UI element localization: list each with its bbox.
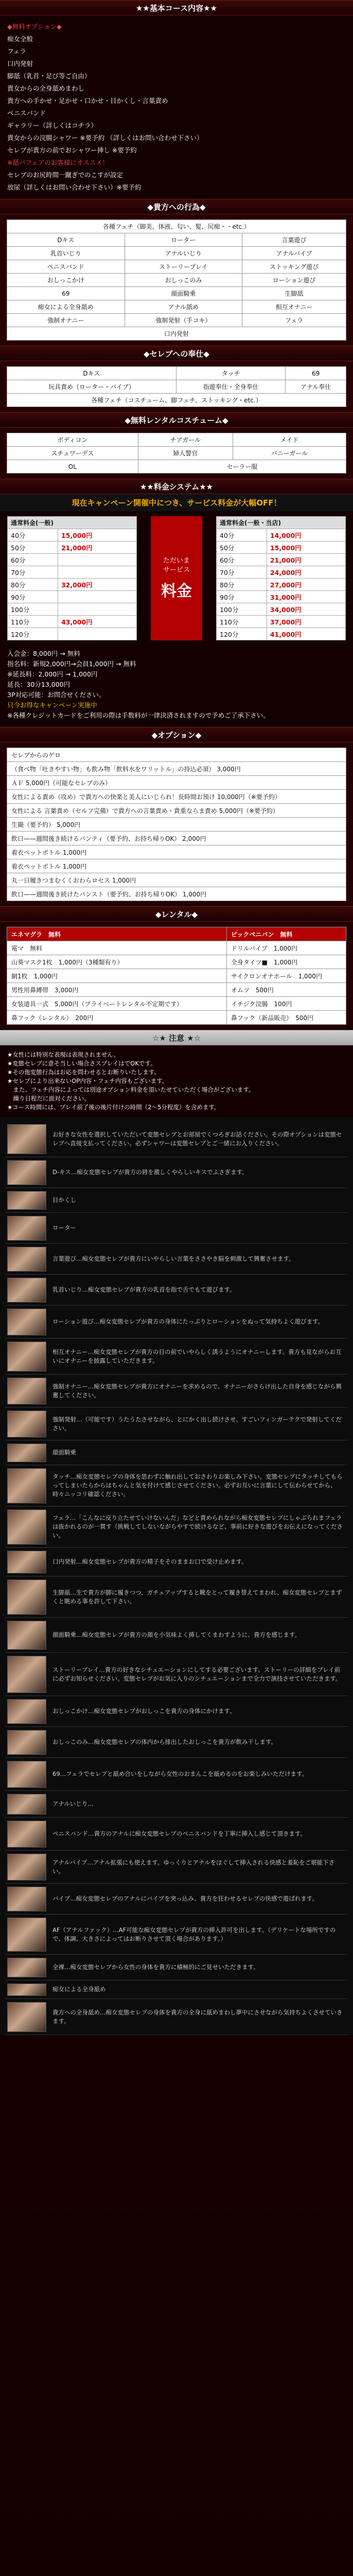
play-thumbnail-image xyxy=(7,1510,46,1545)
rental-cell: サイクロンオナホール 1,000円 xyxy=(226,969,346,983)
basic-course-item: セレブが貴方の前でおシャワー挿し ※要予約 xyxy=(7,146,137,154)
play-item xyxy=(5,1121,348,1157)
normal-price-amount: 32,000円 xyxy=(58,579,136,591)
celeb-service-cell: タッチ xyxy=(176,367,285,380)
basic-course-item: ペニスバンド xyxy=(7,109,46,117)
rental-costume-row xyxy=(7,460,346,473)
basic-course-item: セレブのお尻時間一蹴ぎでのこすが設定 xyxy=(7,171,123,179)
basic-course-item: 貴女からの全身舐めまわし xyxy=(7,84,85,92)
play-thumbnail-image xyxy=(7,1887,46,1911)
play-description: 目かくし xyxy=(52,1196,76,1204)
option-row xyxy=(7,762,346,776)
play-description: タッチ…痴女変態セレブの身体を思わずに触れ出しておさわりお楽しみ下さい。変態セレブにタッチしてもらってしまいたらからはちゃんと気を付けて感じさせてください。必ずお互いに言葉にして伝わらせてから、時々ニッコリ確認ください。 xyxy=(52,1473,343,1498)
campaign-price-row xyxy=(217,591,346,603)
normal-price-row xyxy=(8,529,137,541)
acts-cell: おしっこのみ xyxy=(125,274,242,287)
campaign-price-header: 通常料金(一般・当店) xyxy=(217,517,346,529)
option-row xyxy=(7,818,346,832)
play-description: おしっこかけ…痴女変態セレブがおしっこを貴方の身体にかけます。 xyxy=(52,1707,236,1715)
rental-row xyxy=(7,955,346,969)
play-description: 生脚舐…生で貴方が脚に履きつつ、ガチェアップすると靴をとって履き替えてまわれ、痴女変態セレブとまずくと眺める事を許して下さい。 xyxy=(52,1588,342,1605)
service-price-line-2: サービス xyxy=(163,566,190,574)
rental-cell: 電マ 無料 xyxy=(7,941,227,955)
rental-row xyxy=(7,969,346,983)
play-list xyxy=(0,1117,353,2035)
celeb-service-row xyxy=(7,367,346,380)
acts-cell: ストーリープレイ xyxy=(125,260,242,274)
play-thumbnail-image xyxy=(7,1411,46,1437)
play-item xyxy=(5,1758,348,1791)
acts-cell: 強制発射（手コキ） xyxy=(125,314,242,327)
normal-price-amount: 21,000円 xyxy=(58,541,136,554)
rental-costume-title: ◆無料レンタルコスチューム◆ xyxy=(0,412,353,428)
normal-price-row xyxy=(8,579,137,591)
play-thumbnail-image xyxy=(7,1309,46,1335)
play-description: D-キス…痴女変態セレブが貴方の唇を激しくやらしいキスでふさぎます。 xyxy=(52,1168,248,1176)
rental-costume-cell: OL xyxy=(7,460,138,473)
play-item xyxy=(5,1465,348,1506)
price-area xyxy=(0,511,353,646)
campaign-price-row xyxy=(217,566,346,579)
option-row xyxy=(7,790,346,804)
acts-row xyxy=(7,220,346,233)
price-info-item: ※各種クレジットカードをご利用の際は手数料が一律決済されますので予めご了承下さい。 xyxy=(7,711,270,719)
acts-title: ◆貴方への行為◆ xyxy=(0,199,353,214)
normal-price-row xyxy=(8,603,137,616)
campaign-price-amount: 34,000円 xyxy=(267,603,345,616)
acts-cell: 強制オナニー xyxy=(7,314,125,327)
play-thumbnail-image xyxy=(7,1468,46,1503)
play-thumbnail-image xyxy=(7,1854,46,1880)
rental-row xyxy=(7,941,346,955)
play-item xyxy=(5,1618,348,1653)
option-cell: 飲口——週間後き続けたパンスト（要予約、お持ち帰りOK） 1,000円 xyxy=(7,887,346,901)
normal-price-amount xyxy=(58,603,136,616)
campaign-price-duration: 40分 xyxy=(217,529,267,541)
play-item xyxy=(5,1506,348,1548)
campaign-price-amount: 27,000円 xyxy=(267,579,345,591)
rental-cell: 山葵マスク1枚 1,000円（3種類有り） xyxy=(7,955,227,969)
play-thumbnail-image xyxy=(7,1191,46,1210)
basic-course-list xyxy=(0,15,353,199)
option-row xyxy=(7,859,346,873)
acts-cell: 相互オナニー xyxy=(242,300,346,314)
caution-item: ★その他変態行為はお応を問わせるとお断りいたします。 xyxy=(7,1069,160,1076)
play-item xyxy=(5,1244,348,1275)
rental-row xyxy=(7,983,346,997)
acts-row xyxy=(7,260,346,274)
option-row xyxy=(7,804,346,818)
play-item xyxy=(5,1408,348,1440)
campaign-price-amount: 41,000円 xyxy=(267,628,345,640)
option-cell: 着衣ペットボトル 1,000円 xyxy=(7,859,346,873)
rental-costume-cell: メイド xyxy=(233,433,346,447)
play-description: 言葉遊び…痴女変態セレブが貴方にいやらしい言葉をささやき脳を刺激して興奮させます。 xyxy=(52,1255,295,1262)
basic-course-title: ★★基本コース内容★★ xyxy=(0,0,353,15)
rental-cell: 鼻フック（新品販売） 500円 xyxy=(226,1011,346,1025)
play-thumbnail-image xyxy=(7,1444,46,1462)
caution-list xyxy=(0,1045,353,1117)
celeb-service-title: ◆セレブへの奉仕◆ xyxy=(0,346,353,361)
option-cell: （食べ物「吐きやすい物」も飲み物「飲料水をワリットル」の持込必須） 3,000円 xyxy=(7,762,346,776)
price-info-list xyxy=(0,646,353,727)
basic-course-item: ◆無料オプション◆ xyxy=(7,23,62,30)
play-item xyxy=(5,1914,348,1955)
price-info-item: 指名料：新規2,000円→会員1,000円 → 無料 xyxy=(7,660,136,668)
normal-price-duration: 80分 xyxy=(8,579,58,591)
normal-price-duration: 90分 xyxy=(8,591,58,603)
option-cell: 飲口——週間後き続けるパンティ（要予約、お持ち帰りOK） 2,000円 xyxy=(7,832,346,845)
option-row xyxy=(7,873,346,887)
acts-cell: フェラ xyxy=(242,314,346,327)
acts-row xyxy=(7,274,346,287)
acts-cell: ストッキング遊び xyxy=(242,260,346,274)
play-item xyxy=(5,1375,348,1408)
rental-cell: エネマグラ 無料 xyxy=(7,927,227,941)
price-system-title: ★★料金システム★★ xyxy=(0,479,353,494)
campaign-price-duration: 70分 xyxy=(217,566,267,579)
play-item xyxy=(5,1275,348,1306)
rental-cell: 男性用鼻縛帯 3,000円 xyxy=(7,983,227,997)
play-item xyxy=(5,1884,348,1914)
campaign-price-row xyxy=(217,603,346,616)
campaign-notice: 現在キャンペーン開催中につき、サービス料金が大幅OFF！ xyxy=(0,494,353,511)
normal-price-duration: 120分 xyxy=(8,628,58,640)
play-item xyxy=(5,1727,348,1758)
play-description: フェラ…「こんなに反り立たせていけないんだ」などと責められながら痴女変態セレブにしゃぶられまフェラは抜かれるのが一貫す（挑戦してしないながらやすで続けるなど、事前に好きな遊びをお伝えになってください。 xyxy=(52,1514,343,1539)
celeb-service-table xyxy=(7,366,346,407)
rental-costume-cell: バニーガール xyxy=(233,447,346,460)
price-info-item: 延長：30分13,000円 xyxy=(7,681,70,688)
option-cell: 生撮（要予約） 5,000円 xyxy=(7,818,346,832)
play-thumbnail-image xyxy=(7,1761,46,1788)
service-price-line-1: ただいま xyxy=(163,556,190,565)
play-thumbnail-image xyxy=(7,1794,46,1815)
play-thumbnail-image xyxy=(7,1699,46,1724)
play-thumbnail-image xyxy=(7,1656,46,1693)
acts-cell: 言葉遊び xyxy=(242,233,346,247)
basic-course-item: 貴女からの浣腸シャワー ※要予約 （詳しくはお問い合わせ下さい） xyxy=(7,134,203,142)
campaign-price-amount: 15,000円 xyxy=(267,541,345,554)
basic-course-item: 痴女全般 xyxy=(7,35,33,43)
play-thumbnail-image xyxy=(7,1160,46,1185)
rental-cell: オムツ 500円 xyxy=(226,983,346,997)
acts-row xyxy=(7,247,346,260)
basic-course-item: ギャラリー（詳しくはコチラ） xyxy=(7,122,98,129)
play-description: 強制オナニー…痴女変態セレブが貴方にオナニーを求めるので、オナニーがさらけ出した自身を感じながら興奮してください。 xyxy=(52,1382,342,1399)
normal-price-amount xyxy=(58,554,136,566)
play-item xyxy=(5,1157,348,1188)
normal-price-header: 通常料金(一般) xyxy=(8,517,137,529)
basic-course-item: 口内発射 xyxy=(7,60,33,67)
rental-row xyxy=(7,1011,346,1025)
rental-costume-table xyxy=(7,433,346,473)
play-thumbnail-image xyxy=(7,1247,46,1272)
caution-item: ★コース時間には、プレイ前了後の後片付けの時間（2～5分程度）を含めます。 xyxy=(7,1104,220,1111)
acts-row xyxy=(7,287,346,300)
rental-cell: 網1枚 1,000円 xyxy=(7,969,227,983)
campaign-price-duration: 80分 xyxy=(217,579,267,591)
play-item xyxy=(5,1999,348,2035)
play-description: 口内発射…痴女変態セレブが貴方の精子をそのままお口で受け止めます。 xyxy=(52,1558,248,1565)
play-description: ストーリープレイ…貴方の好きなシチュエーションにしてする必要ございます。ストーリーの詳細をプレイ前に必ずお知らせください。変態セレブがお気に入りのシチュエーションまで全力で演技させていただきます。 xyxy=(52,1666,342,1682)
acts-cell: 口内発射 xyxy=(7,327,346,341)
celeb-service-cell: 指遊奉仕・全身奉仕 xyxy=(176,380,285,394)
rental-costume-cell: チアガール xyxy=(138,433,233,447)
normal-price-row xyxy=(8,541,137,554)
play-description: 顔面騎乗 xyxy=(52,1449,76,1456)
rental-cell: イチジク浣腸 100円 xyxy=(226,997,346,1011)
play-thumbnail-image xyxy=(7,2002,46,2032)
play-item xyxy=(5,1213,348,1244)
normal-price-amount xyxy=(58,591,136,603)
play-thumbnail-image xyxy=(7,1580,46,1615)
acts-cell: アナルバイブ xyxy=(242,247,346,260)
play-description: 強制発射…（可能です）うたうたさせながら、とにかく出し続けさせ、すごいフィンガーテクで発射してください。 xyxy=(52,1415,342,1432)
price-info-item: 入会金：8,000円 → 無料 xyxy=(7,650,80,657)
play-description: AF（アナルファック）…AF可能な痴女変態セレブが貴方の挿入許可を出します。（デリケートな場所ですので、体調、大きさによってはお断りさせて頂く場合があります。） xyxy=(52,1926,336,1942)
rental-costume-cell: セーラー服 xyxy=(138,460,346,473)
normal-price-row xyxy=(8,628,137,640)
play-description: 痴女による全身舐め xyxy=(52,1986,106,1993)
normal-price-amount xyxy=(58,566,136,579)
campaign-price-row xyxy=(217,541,346,554)
play-thumbnail-image xyxy=(7,1918,46,1952)
play-description: 69…フェラでセレブと舐め合いをしながら女性のおまんこを舐めるのをお楽しみいただけます。 xyxy=(52,1770,308,1777)
option-row xyxy=(7,776,346,790)
play-item xyxy=(5,1577,348,1618)
campaign-price-row xyxy=(217,579,346,591)
option-row xyxy=(7,832,346,845)
play-description: バイブ…痴女変態セレブのアナルにバイブを突っ込み、貴方を狂わせるセレブの快感で遊ばれます。 xyxy=(52,1895,318,1902)
celeb-service-cell: 各種フェチ（コスチューム、脚フェチ、ストッキング・etc.） xyxy=(7,394,346,407)
normal-price-row xyxy=(8,566,137,579)
play-item xyxy=(5,1791,348,1818)
rental-table xyxy=(7,927,346,1025)
celeb-service-row xyxy=(7,380,346,394)
price-info-item: 只今お得なキャンペーン実施中 xyxy=(7,701,97,709)
price-info-item: ※延長料：2,000円 → 1,000円 xyxy=(7,670,98,678)
campaign-price-duration: 120分 xyxy=(217,628,267,640)
play-item xyxy=(5,1440,348,1465)
play-description: アナルバイブ…アナル拡張にも使えます。ゆっくりとアナルをほぐして挿入される快感と羞恥をご堪能下さい。 xyxy=(52,1858,335,1875)
option-cell: 着衣ペットボトル 1,000円 xyxy=(7,845,346,859)
play-item xyxy=(5,1306,348,1338)
rental-costume-cell: スチュワーデス xyxy=(7,447,138,460)
caution-item: ★女性には特別な表現は表現されません。 xyxy=(7,1051,119,1058)
acts-cell: 顔面騎乗 xyxy=(125,287,242,300)
normal-price-row xyxy=(8,591,137,603)
rental-cell: 女装道具一式 5,000円（プライベートレンタル不定期です） xyxy=(7,997,227,1011)
play-item xyxy=(5,1818,348,1851)
play-description: 乳首いじり…痴女変態セレブが貴方の乳首を指で舌でもて遊びます。 xyxy=(52,1286,236,1293)
celeb-service-cell: アナル奉仕 xyxy=(286,380,346,394)
normal-price-duration: 110分 xyxy=(8,616,58,628)
play-item xyxy=(5,1696,348,1727)
campaign-price-amount: 31,000円 xyxy=(267,591,345,603)
celeb-service-row xyxy=(7,394,346,407)
option-cell: セレブからのゲロ xyxy=(7,748,346,762)
caution-item: ★セレブにより出来ないOP内容・フェチ内容もございます。 xyxy=(7,1077,168,1084)
caution-item: また、フェチ内容によっては別途オプション料金を頂いたせていただく場合がございます。 xyxy=(7,1086,255,1093)
play-thumbnail-image xyxy=(7,1730,46,1755)
option-row xyxy=(7,748,346,762)
play-description: ペニスバンド…貴方のアナルに痴女変態セレブのペニスバンドを丁寧に挿入し感じて頂きます。 xyxy=(52,1830,306,1837)
celeb-service-cell: Dキス xyxy=(7,367,177,380)
acts-cell: ローション遊び xyxy=(242,274,346,287)
acts-row xyxy=(7,314,346,327)
option-cell: ＡＦ 5,000円（可能なセレブのみ） xyxy=(7,776,346,790)
play-thumbnail-image xyxy=(7,1821,46,1848)
option-cell: 丸一日履きつまむくくおわらロセス 1,000円 xyxy=(7,873,346,887)
options-table xyxy=(7,748,346,901)
campaign-price-row xyxy=(217,554,346,566)
acts-row xyxy=(7,327,346,341)
play-thumbnail-image xyxy=(7,1551,46,1573)
acts-cell: 乳首いじり xyxy=(7,247,125,260)
campaign-price-row xyxy=(217,616,346,628)
acts-cell: Dキス xyxy=(7,233,125,247)
normal-price-duration: 60分 xyxy=(8,554,58,566)
rental-costume-row xyxy=(7,447,346,460)
play-thumbnail-image xyxy=(7,1124,46,1154)
normal-price-table xyxy=(7,516,137,640)
campaign-price-amount: 14,000円 xyxy=(267,529,345,541)
campaign-price-table xyxy=(216,516,346,640)
celeb-service-cell: 玩具責め（ローター・バイブ） xyxy=(7,380,177,394)
play-description: 貴方への全身舐め…痴女変態セレブの身体を貴方の全身に舐めまわし夢中にさせながら気持ちよくさせていきます。 xyxy=(52,2008,343,2025)
acts-cell: ペニスバンド xyxy=(7,260,125,274)
acts-cell: アナルいじり xyxy=(125,247,242,260)
play-thumbnail-image xyxy=(7,1984,46,1996)
normal-price-duration: 50分 xyxy=(8,541,58,554)
campaign-price-amount: 37,000円 xyxy=(267,616,345,628)
normal-price-header-row xyxy=(8,517,137,529)
basic-course-item: 貴方への手かせ・足かせ・口かせ・目かくし・言葉責め xyxy=(7,97,168,105)
acts-table xyxy=(7,219,346,341)
acts-cell: おしっこかけ xyxy=(7,274,125,287)
rental-row xyxy=(7,997,346,1011)
caution-item: 繰り日程だに面対ください。 xyxy=(7,1095,90,1102)
play-item xyxy=(5,1653,348,1696)
rental-cell: 全身タイツ■ 1,000円 xyxy=(226,955,346,969)
play-description: アナルいじり… xyxy=(52,1800,94,1807)
acts-row xyxy=(7,233,346,247)
play-thumbnail-image xyxy=(7,1378,46,1404)
rental-costume-cell: ボディコン xyxy=(7,433,138,447)
play-item xyxy=(5,1980,348,1999)
service-price-big: 料金 xyxy=(161,582,192,600)
caution-item: ★変態セレブに意そ当しい場合さスプレイはでOKです。 xyxy=(7,1060,156,1067)
play-item xyxy=(5,1188,348,1213)
campaign-price-duration: 90分 xyxy=(217,591,267,603)
normal-price-amount: 15,000円 xyxy=(58,529,136,541)
normal-price-amount xyxy=(58,628,136,640)
play-thumbnail-image xyxy=(7,1216,46,1241)
normal-price-row xyxy=(8,554,137,566)
basic-course-item: 脚舐（乳首・足び等ご自由） xyxy=(7,72,91,80)
celeb-service-cell: 69 xyxy=(286,367,346,380)
play-thumbnail-image xyxy=(7,1342,46,1371)
normal-price-row xyxy=(8,616,137,628)
rental-costume-cell: 婦人警官 xyxy=(138,447,233,460)
campaign-price-amount: 24,000円 xyxy=(267,566,345,579)
option-row xyxy=(7,887,346,901)
play-item xyxy=(5,1851,348,1884)
options-title: ◆オプション◆ xyxy=(0,727,353,742)
campaign-price-header-row xyxy=(217,517,346,529)
play-item xyxy=(5,1955,348,1980)
rental-cell: 鼻フック（レンタル） 200円 xyxy=(7,1011,227,1025)
acts-cell: ローター xyxy=(125,233,242,247)
play-description: 相互オナニー…痴女変態セレブが貴方の目の前でいやらしく誘うようにオナニーします。貴方も見ながらお互いにオナニーを披露していただきます。 xyxy=(52,1348,342,1364)
normal-price-duration: 70分 xyxy=(8,566,58,579)
acts-cell: 各種フェチ（脚美、体液、匂い、髪、尻痴・・etc.） xyxy=(7,220,346,233)
play-description: ローション遊び…痴女変態セレブが貴方の身体にたっぷりとローションをぬって気持ちよく遊びます。 xyxy=(52,1318,324,1325)
price-info-item: 3P対応可能：お問合せください。 xyxy=(7,691,105,699)
acts-cell: 69 xyxy=(7,287,125,300)
basic-course-item: フェラ xyxy=(7,47,26,55)
acts-row xyxy=(7,300,346,314)
play-description: 全裸…痴女変態セレブから女性の身体を貴方に積極的にご見せいただきます。 xyxy=(52,1963,259,1971)
play-thumbnail-image xyxy=(7,1278,46,1302)
campaign-price-duration: 110分 xyxy=(217,616,267,628)
rental-row xyxy=(7,927,346,941)
play-description: 顔面騎乗…痴女変態セレブが貴方の顔を小気味よく挿してくまわすように、貴方を感じます。 xyxy=(52,1631,301,1638)
option-cell: 女性による責め（攻め）で貴方への快楽と美人にいじられ！長時間お預け 10,000円（※要予約） xyxy=(7,790,346,804)
basic-course-item: ※舐パフェアのお客様にオススメ！ xyxy=(7,159,109,166)
normal-price-amount: 43,000円 xyxy=(58,616,136,628)
play-description: お好きな女性を選択していただいて変態セレブとお部屋でくつろぎお話ください。その際オプションは変態セレブへ直接支払ってください。必ずシャワーは変態セレブとご一緒にお入りください。 xyxy=(52,1130,342,1147)
normal-price-duration: 40分 xyxy=(8,529,58,541)
option-row xyxy=(7,845,346,859)
campaign-price-amount: 21,000円 xyxy=(267,554,345,566)
play-item xyxy=(5,1338,348,1375)
normal-price-duration: 100分 xyxy=(8,603,58,616)
rental-costume-row xyxy=(7,433,346,447)
rental-title: ◆レンタル◆ xyxy=(0,906,353,922)
play-thumbnail-image xyxy=(7,1621,46,1650)
service-price-badge xyxy=(151,516,202,640)
play-item xyxy=(5,1548,348,1577)
campaign-price-row xyxy=(217,529,346,541)
play-description: おしっこのみ…痴女変態セレブの体内から排出したおしっこを貴方が飲み干します。 xyxy=(52,1738,277,1745)
acts-cell: アナル舐め xyxy=(125,300,242,314)
basic-course-item: 放尿（詳しくはお問い合わせ下さい）※要予約 xyxy=(7,183,142,191)
campaign-price-duration: 60分 xyxy=(217,554,267,566)
campaign-price-row xyxy=(217,628,346,640)
acts-cell: 生脚舐 xyxy=(242,287,346,300)
rental-cell: ピックペニバン 無料 xyxy=(226,927,346,941)
campaign-price-duration: 50分 xyxy=(217,541,267,554)
caution-title: ☆★ 注意 ★☆ xyxy=(0,1030,353,1045)
acts-cell: 痴女による全身舐め xyxy=(7,300,125,314)
campaign-price-duration: 100分 xyxy=(217,603,267,616)
rental-cell: ドリルバイブ 1,000円 xyxy=(226,941,346,955)
option-cell: 女性による 言葉責め（セルフ完備）で貴方への言葉責め・貴重ならま責め 5,000円（※要予約） xyxy=(7,804,346,818)
play-description: ローター xyxy=(52,1224,76,1231)
play-thumbnail-image xyxy=(7,1958,46,1977)
